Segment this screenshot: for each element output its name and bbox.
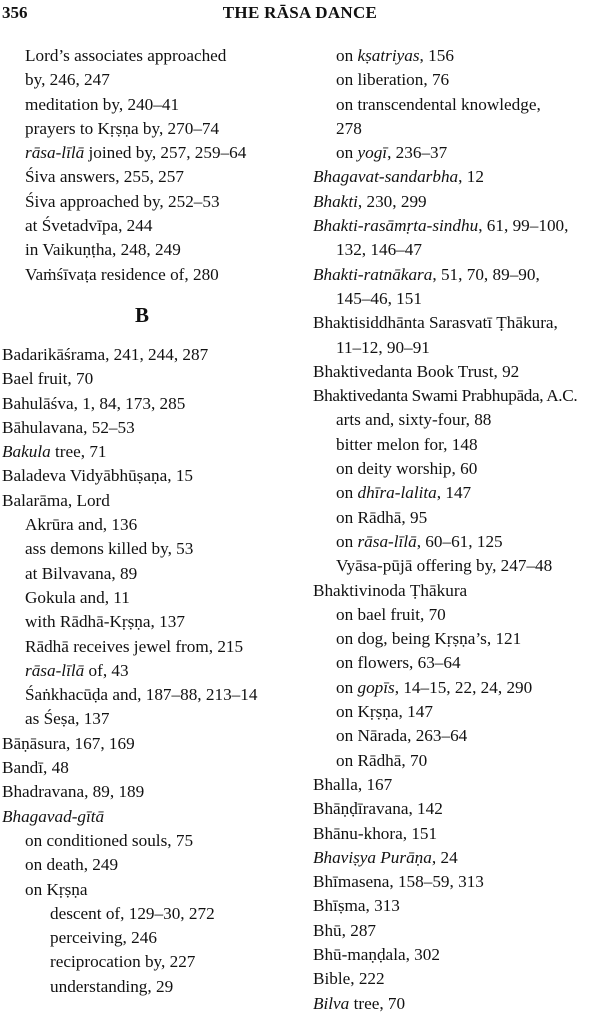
index-subentry: perceiving, 246 bbox=[50, 928, 157, 948]
index-subentry: on Rādhā, 70 bbox=[336, 750, 428, 770]
section-letter-heading: B bbox=[134, 302, 149, 327]
index-entry: Bāhulavana, 52–53 bbox=[2, 417, 135, 437]
index-subentry: Vyāsa-pūjā offering by, 247–48 bbox=[336, 556, 553, 576]
index-subentry: on Nārada, 263–64 bbox=[336, 726, 468, 746]
index-entry: Bhagavat-sandarbha, 12 bbox=[313, 167, 484, 187]
index-entry: Bhīṣma, 313 bbox=[313, 896, 400, 916]
index-subentry: Rādhā receives jewel from, 215 bbox=[25, 636, 244, 656]
index-subentry: meditation by, 240–41 bbox=[25, 94, 180, 114]
index-subentry: arts and, sixty-four, 88 bbox=[336, 410, 492, 430]
index-entry: Bhū, 287 bbox=[313, 920, 377, 940]
index-subentry: prayers to Kṛṣṇa by, 270–74 bbox=[25, 118, 220, 138]
index-entry: Badarikāśrama, 241, 244, 287 bbox=[2, 344, 209, 364]
index-entry: Baladeva Vidyābhūṣaṇa, 15 bbox=[2, 466, 194, 486]
index-subentry: bitter melon for, 148 bbox=[336, 434, 478, 454]
index-entry: Bhāṇḍīravana, 142 bbox=[313, 799, 443, 819]
index-subentry: 132, 146–47 bbox=[336, 240, 422, 260]
index-subentry: descent of, 129–30, 272 bbox=[50, 903, 215, 923]
index-subentry: on conditioned souls, 75 bbox=[25, 830, 194, 850]
index-subentry: on Kṛṣṇa bbox=[25, 879, 88, 899]
index-subentry: on gopīs, 14–15, 22, 24, 290 bbox=[336, 677, 533, 697]
index-subentry: Gokula and, 11 bbox=[25, 587, 130, 607]
index-entry: Bhīmasena, 158–59, 313 bbox=[313, 872, 484, 892]
index-subentry: as Śeṣa, 137 bbox=[25, 709, 110, 729]
index-entry: Bhaktivinoda Ṭhākura bbox=[313, 580, 468, 600]
index-column-right bbox=[313, 44, 599, 1016]
index-entry: Bāṇāsura, 167, 169 bbox=[2, 733, 135, 753]
index-subentry: on kṣatriyas, 156 bbox=[336, 46, 454, 65]
index-column-left bbox=[2, 44, 302, 999]
index-subentry: on yogī, 236–37 bbox=[336, 143, 448, 163]
index-subentry: Śiva approached by, 252–53 bbox=[25, 191, 220, 211]
index-subentry: at Bilvavana, 89 bbox=[25, 563, 138, 583]
index-subentry: on rāsa-līlā, 60–61, 125 bbox=[336, 531, 503, 551]
index-subentry: on dog, being Kṛṣṇa’s, 121 bbox=[336, 629, 522, 649]
index-subentry: 11–12, 90–91 bbox=[336, 337, 430, 357]
index-subentry: by, 246, 247 bbox=[25, 70, 110, 90]
index-subentry: on transcendental knowledge, bbox=[336, 94, 541, 114]
index-subentry: on dhīra-lalita, 147 bbox=[336, 483, 472, 503]
index-entry: Bible, 222 bbox=[313, 969, 385, 989]
index-subentry: on Kṛṣṇa, 147 bbox=[336, 702, 433, 722]
index-subentry: 145–46, 151 bbox=[336, 288, 422, 308]
index-entry: Bhaktivedanta Swami Prabhupāda, A.C. bbox=[313, 386, 578, 406]
index-entry: Bilva tree, 70 bbox=[313, 993, 406, 1013]
index-entry: Bael fruit, 70 bbox=[2, 369, 94, 389]
index-subentry: on bael fruit, 70 bbox=[336, 604, 446, 624]
index-subentry: Lord’s associates approached bbox=[25, 46, 227, 65]
index-entry: Bhalla, 167 bbox=[313, 774, 393, 794]
index-subentry: Śiva answers, 255, 257 bbox=[25, 167, 184, 187]
index-entry: Bakula tree, 71 bbox=[2, 442, 107, 462]
index-subentry: on flowers, 63–64 bbox=[336, 653, 461, 673]
index-entry: Bhaviṣya Purāṇa, 24 bbox=[313, 847, 458, 867]
index-subentry: Akrūra and, 136 bbox=[25, 515, 138, 535]
index-entry: Bandī, 48 bbox=[2, 758, 69, 778]
page-header bbox=[0, 0, 600, 26]
index-subentry: on Rādhā, 95 bbox=[336, 507, 428, 527]
index-subentry: understanding, 29 bbox=[50, 976, 174, 996]
index-subentry: on liberation, 76 bbox=[336, 70, 450, 90]
index-subentry: ass demons killed by, 53 bbox=[25, 539, 194, 559]
index-subentry: on death, 249 bbox=[25, 855, 119, 875]
index-entry: Bhakti, 230, 299 bbox=[313, 191, 427, 211]
index-entry: Bhū-maṇḍala, 302 bbox=[313, 944, 440, 964]
index-entry: Bhagavad-gītā bbox=[2, 806, 105, 826]
index-subentry: rāsa-līlā joined by, 257, 259–64 bbox=[25, 143, 247, 163]
index-entry: Bhānu-khora, 151 bbox=[313, 823, 438, 843]
index-entry: Bhakti-rasāmṛta-sindhu, 61, 99–100, bbox=[313, 216, 569, 236]
index-entry: Bahulāśva, 1, 84, 173, 285 bbox=[2, 393, 186, 413]
index-subentry: with Rādhā-Kṛṣṇa, 137 bbox=[25, 612, 185, 632]
index-entry: Bhadravana, 89, 189 bbox=[2, 782, 145, 802]
index-subentry: on deity worship, 60 bbox=[336, 459, 478, 479]
index-entry: Bhaktisiddhānta Sarasvatī Ṭhākura, bbox=[313, 313, 558, 333]
index-subentry: Vaṁśīvaṭa residence of, 280 bbox=[25, 264, 219, 284]
index-subentry: reciprocation by, 227 bbox=[50, 952, 196, 972]
running-head: THE RĀSA DANCE bbox=[222, 3, 378, 22]
index-entry: Balarāma, Lord bbox=[2, 490, 110, 510]
index-subentry: rāsa-līlā of, 43 bbox=[25, 660, 129, 680]
index-subentry: at Śvetadvīpa, 244 bbox=[25, 216, 153, 236]
index-entry: Bhakti-ratnākara, 51, 70, 89–90, bbox=[313, 264, 540, 284]
page-number: 356 bbox=[2, 3, 28, 22]
index-entry: Bhaktivedanta Book Trust, 92 bbox=[313, 361, 520, 381]
index-subentry: in Vaikuṇṭha, 248, 249 bbox=[25, 240, 181, 260]
index-subentry: Śaṅkhacūḍa and, 187–88, 213–14 bbox=[25, 685, 258, 705]
index-subentry: 278 bbox=[336, 118, 362, 138]
